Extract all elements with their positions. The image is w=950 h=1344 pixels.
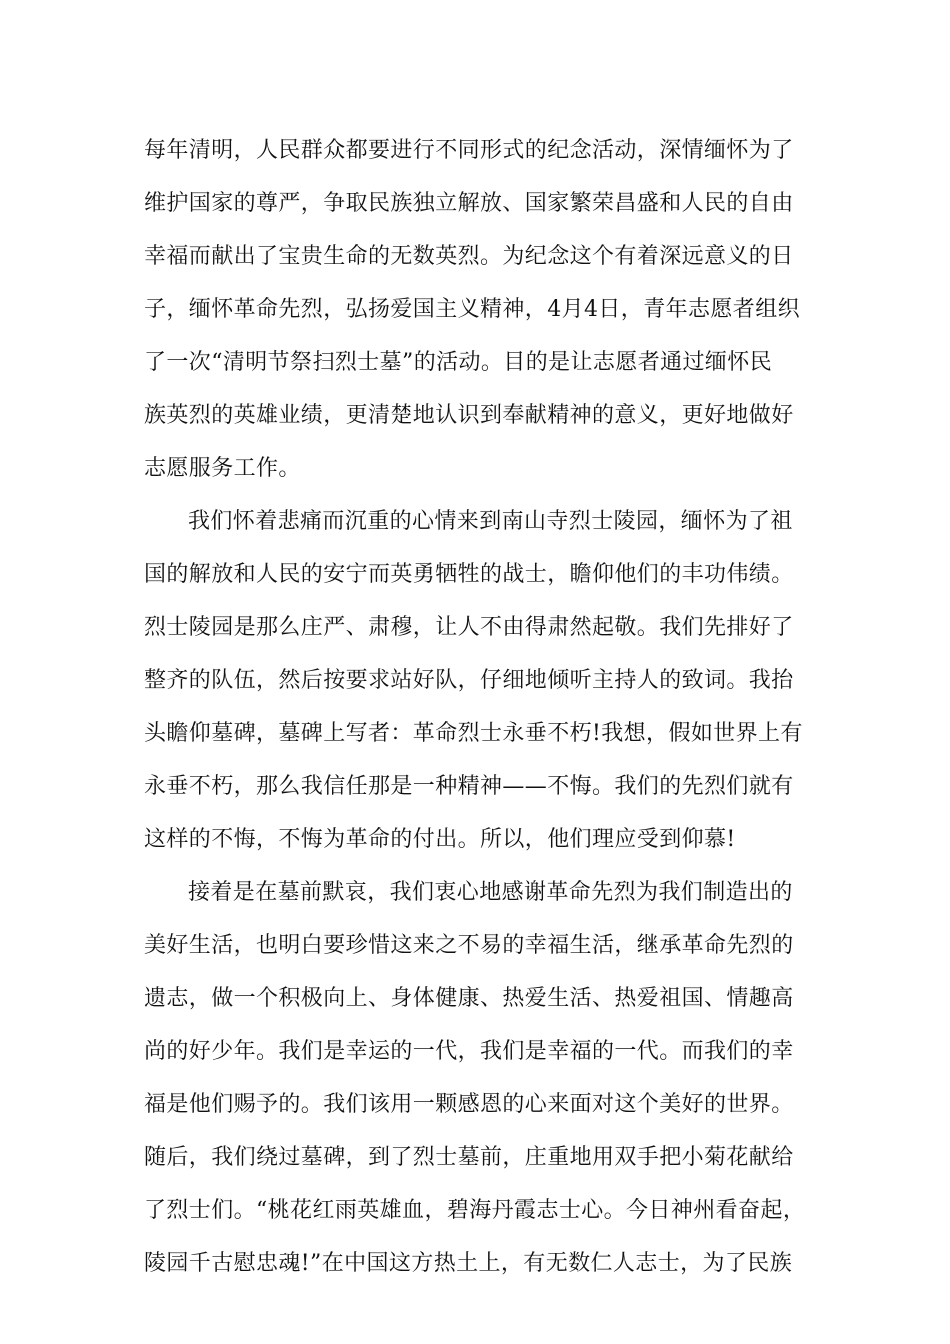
text-line: 烈士陵园是那么庄严、肃穆，让人不由得肃然起敬。我们先排好了 xyxy=(144,615,794,640)
text-line: 志愿服务工作。 xyxy=(144,456,301,481)
text-line: 永垂不朽，那么我信任那是一种精神——不悔。我们的先烈们就有 xyxy=(144,774,794,799)
text-line: 了烈士们。“桃花红雨英雄血，碧海丹霞志士心。今日神州看奋起， xyxy=(144,1198,806,1223)
text-line: 遗志，做一个积极向上、身体健康、热爱生活、热爱祖国、情趣高 xyxy=(144,986,794,1011)
text-line: 我们怀着悲痛而沉重的心情来到南山寺烈士陵园，缅怀为了祖 xyxy=(188,509,793,534)
text-line: 国的解放和人民的安宁而英勇牺牲的战士，瞻仰他们的丰功伟绩。 xyxy=(144,562,794,587)
text-line: 这样的不悔，不悔为革命的付出。所以，他们理应受到仰慕! xyxy=(144,827,736,852)
text-line: 福是他们赐予的。我们该用一颗感恩的心来面对这个美好的世界。 xyxy=(144,1092,794,1117)
text-line: 子，缅怀革命先烈，弘扬爱国主义精神，4月4日，青年志愿者组织 xyxy=(144,297,800,322)
text-line: 维护国家的尊严，争取民族独立解放、国家繁荣昌盛和人民的自由 xyxy=(144,191,794,216)
text-line: 头瞻仰墓碑，墓碑上写者：革命烈士永垂不朽!我想，假如世界上有 xyxy=(144,721,803,746)
paragraph-2 xyxy=(144,495,824,866)
text-line: 幸福而献出了宝贵生命的无数英烈。为纪念这个有着深远意义的日 xyxy=(144,244,794,269)
text-line: 随后，我们绕过墓碑，到了烈士墓前，庄重地用双手把小菊花献给 xyxy=(144,1145,794,1170)
document-body xyxy=(144,124,824,1290)
text-line: 美好生活，也明白要珍惜这来之不易的幸福生活，继承革命先烈的 xyxy=(144,933,794,958)
paragraph-3 xyxy=(144,866,824,1290)
text-line: 整齐的队伍，然后按要求站好队，仔细地倾听主持人的致词。我抬 xyxy=(144,668,794,693)
text-line: 陵园千古慰忠魂!”在中国这方热土上，有无数仁人志士，为了民族 xyxy=(144,1251,793,1276)
text-line: 接着是在墓前默哀，我们衷心地感谢革命先烈为我们制造出的 xyxy=(188,880,793,905)
text-line: 了一次“清明节祭扫烈士墓”的活动。目的是让志愿者通过缅怀民 xyxy=(144,350,773,375)
text-line: 族英烈的英雄业绩，更清楚地认识到奉献精神的意义，更好地做好 xyxy=(144,403,794,428)
text-line: 每年清明，人民群众都要进行不同形式的纪念活动，深情缅怀为了 xyxy=(144,138,794,163)
text-line: 尚的好少年。我们是幸运的一代，我们是幸福的一代。而我们的幸 xyxy=(144,1039,794,1064)
paragraph-1 xyxy=(144,124,824,495)
